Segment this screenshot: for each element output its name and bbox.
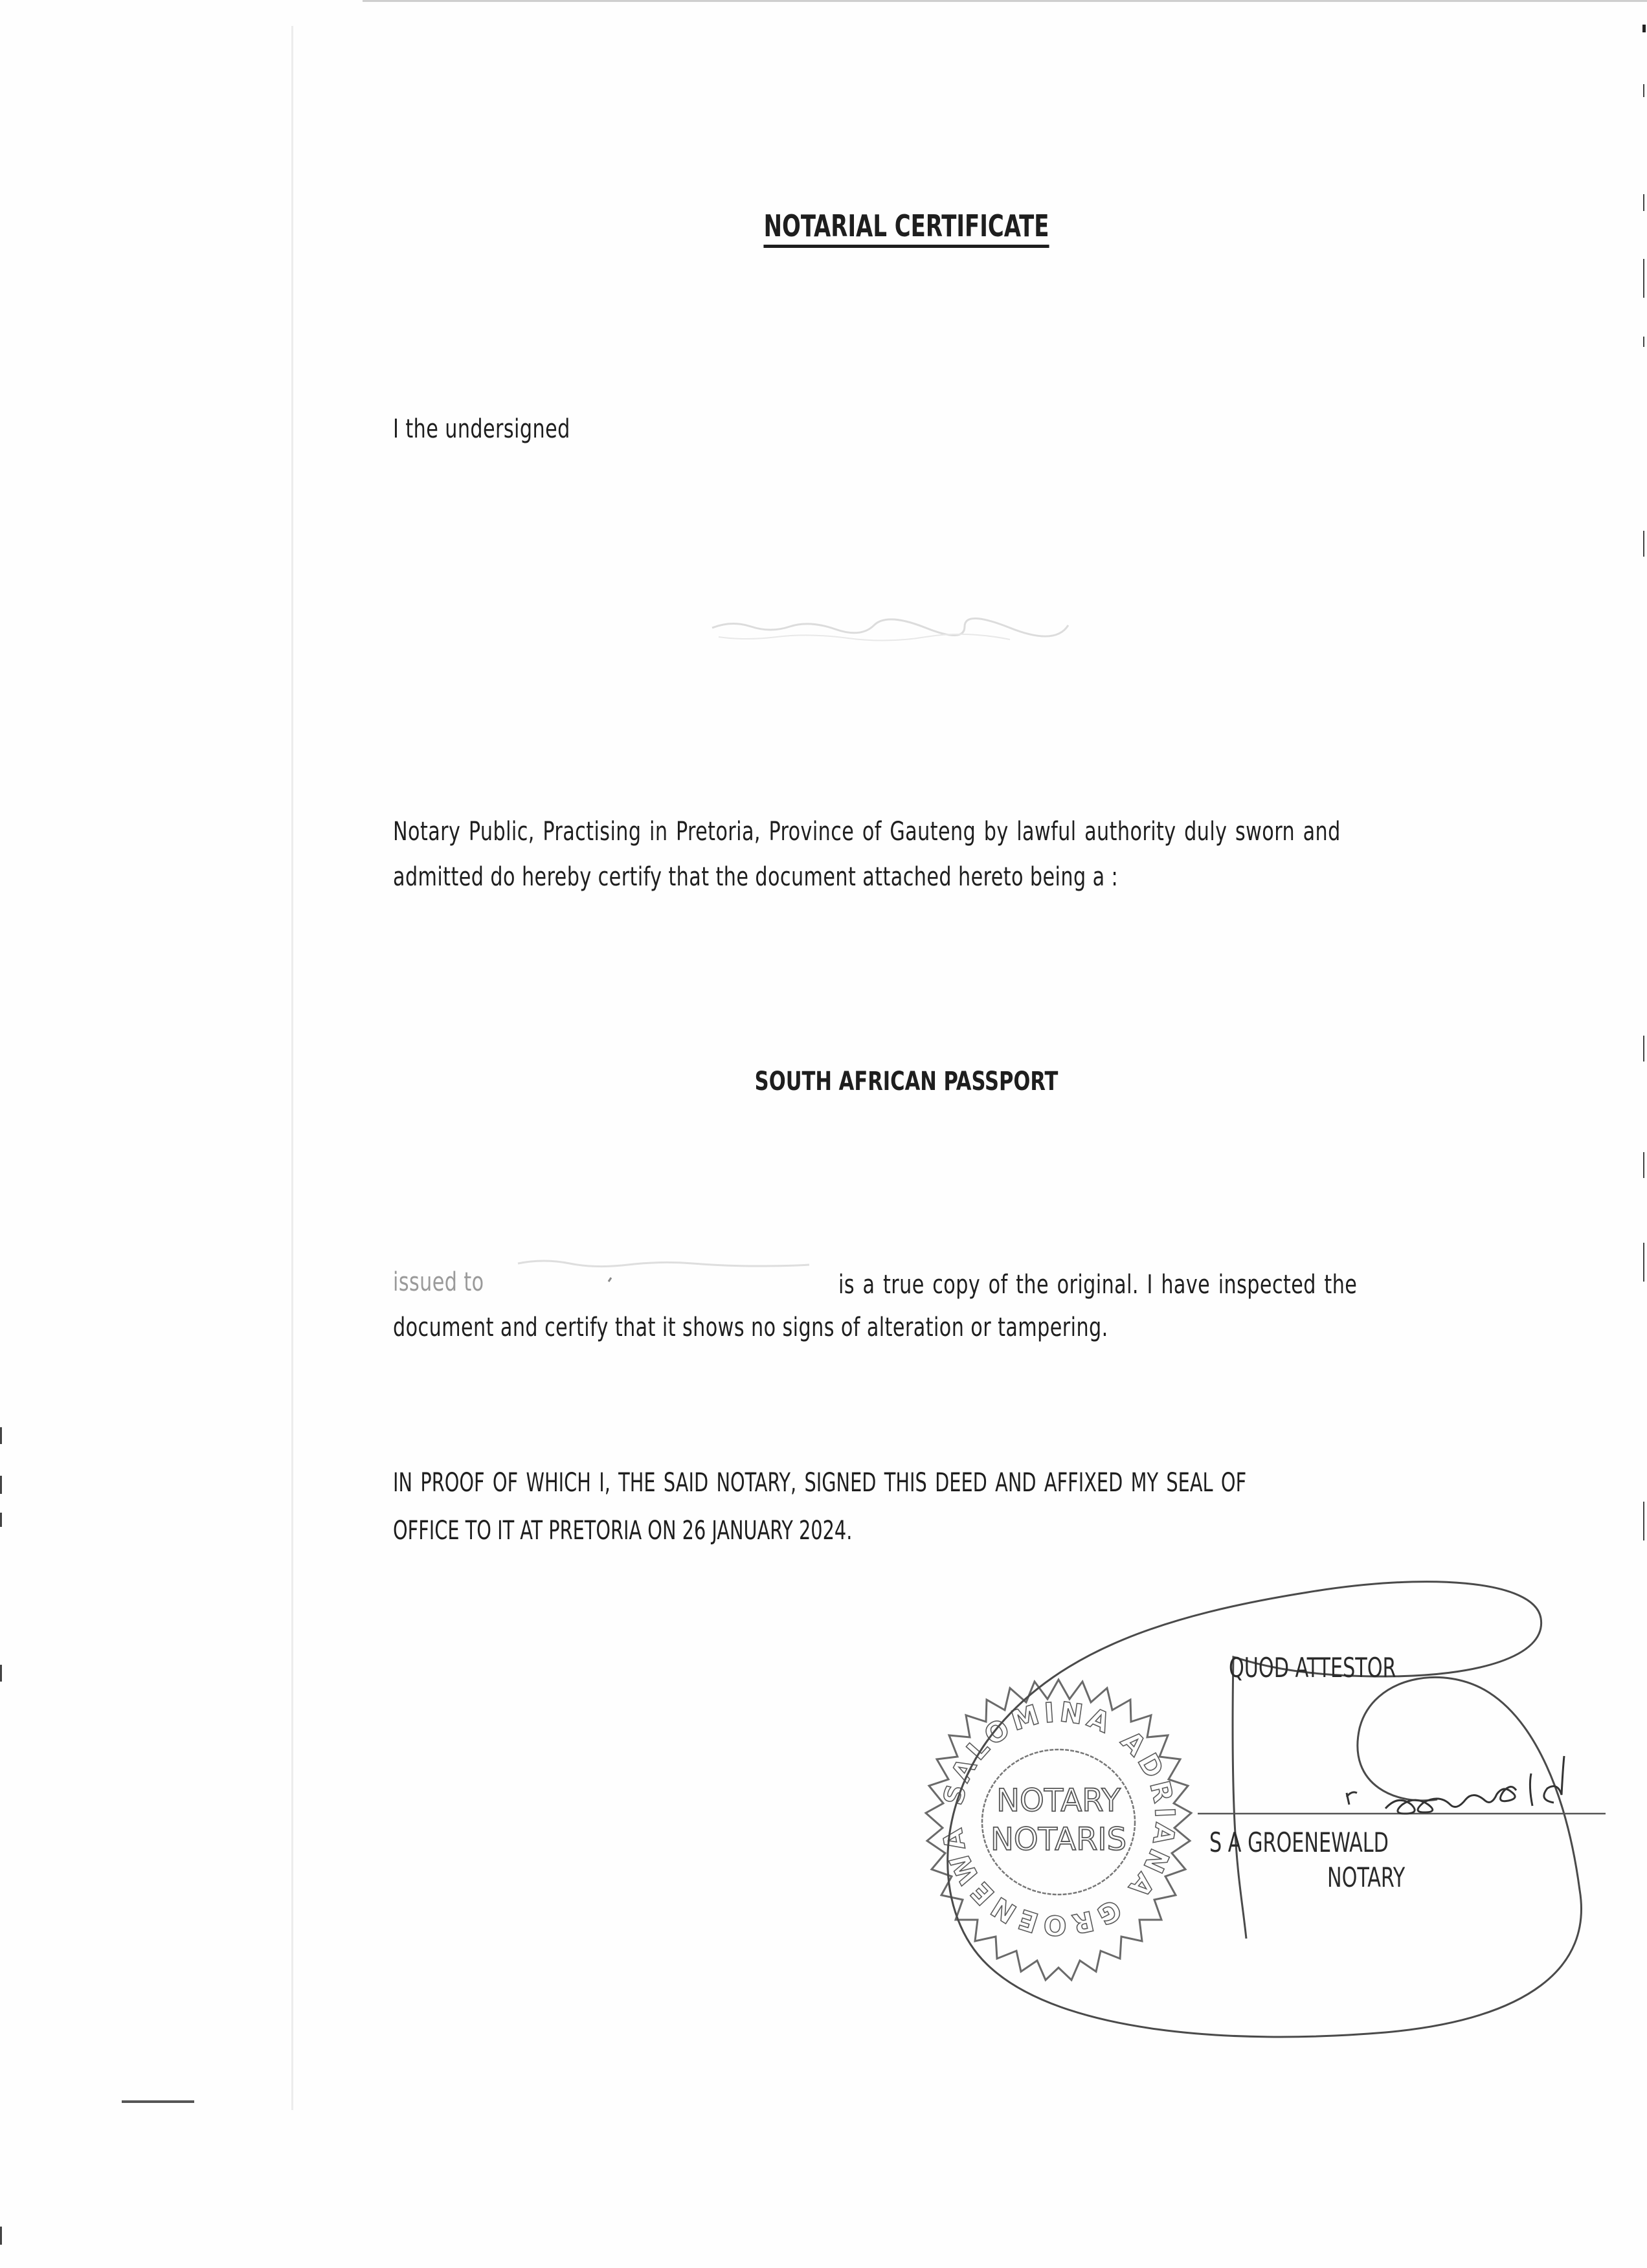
scan-artifact-right-mark — [1643, 1152, 1644, 1178]
paragraph1-line2: admitted do hereby certify that the document attached hereto being a : — [393, 862, 1119, 892]
attestation-line1 — [393, 1468, 1246, 1498]
page-title — [163, 208, 1647, 243]
seal-outer-text: SALOMINA ADRIANA GROENEWALD — [880, 1593, 1182, 1942]
scan-artifact-top-edge — [363, 0, 1647, 2]
attestation-line1-text: IN PROOF OF WHICH I, THE SAID NOTARY, SIGNED THIS DEED AND AFFIXED MY SEAL OF — [393, 1468, 1247, 1498]
opening-line — [393, 414, 570, 444]
paragraph2-line2 — [393, 1313, 1108, 1342]
scan-artifact-left-mark — [0, 1513, 2, 1527]
scan-artifact-right-mark — [1643, 531, 1644, 557]
scan-artifact-vertical-line — [291, 26, 293, 2110]
quod-attestor-label — [1229, 1652, 1396, 1684]
attestation-line2 — [393, 1516, 852, 1546]
title-text: NOTARIAL CERTIFICATE — [764, 208, 1049, 248]
signatory-name-text: S A GROENEWALD — [1209, 1827, 1389, 1858]
scan-artifact-left-mark — [0, 1476, 2, 1494]
redacted-holder-name — [511, 1256, 835, 1288]
scan-artifact-right-mark — [1643, 1502, 1644, 1540]
quod-attestor-text: QUOD ATTESTOR — [1229, 1652, 1396, 1684]
seal-inner-line1: NOTARY — [996, 1783, 1121, 1819]
redaction-smudge-icon — [511, 1256, 835, 1295]
scan-artifact-right-mark — [1643, 259, 1644, 298]
redaction-smudge-icon — [706, 608, 1107, 647]
scan-artifact-right-mark — [1643, 1036, 1644, 1062]
paragraph-notary-line1 — [393, 817, 1415, 847]
scan-artifact-right-mark — [1643, 1243, 1644, 1282]
paragraph-notary-line2 — [393, 862, 1118, 892]
paragraph2-line1-suffix — [838, 1270, 1357, 1300]
redacted-notary-name — [706, 608, 1094, 641]
paragraph2-line2-text: document and certify that it shows no signs of alteration or tampering. — [393, 1313, 1108, 1342]
scan-artifact-left-mark — [0, 2227, 2, 2245]
scan-artifact-right-mark — [1643, 84, 1644, 97]
scan-artifact-bottom-left-dash — [122, 2100, 194, 2103]
scan-artifact-right-mark — [1643, 337, 1644, 347]
scan-artifact-right-mark — [1642, 25, 1646, 32]
signatory-role-text: NOTARY — [1327, 1862, 1406, 1893]
issued-to-label: issued to — [393, 1267, 484, 1297]
issued-to-prefix — [393, 1267, 484, 1297]
seal-inner-line2: NOTARIS — [990, 1821, 1127, 1858]
signatory-name — [1209, 1827, 1389, 1858]
scan-artifact-left-mark — [0, 1427, 2, 1444]
paragraph2-suffix: is a true copy of the original. I have inspected the — [838, 1270, 1358, 1300]
document-type-text: SOUTH AFRICAN PASSPORT — [754, 1067, 1059, 1096]
attestation-line2-text: OFFICE TO IT AT PRETORIA ON 26 JANUARY 2024. — [393, 1516, 853, 1546]
opening-text: I the undersigned — [393, 414, 570, 444]
signatory-role — [1327, 1862, 1405, 1893]
document-type-heading — [686, 1067, 1126, 1096]
scan-artifact-left-mark — [0, 1665, 2, 1682]
paragraph1-line1: Notary Public, Practising in Pretoria, Province of Gauteng by lawful authority duly sworn and — [393, 817, 1341, 847]
signature-stroke — [893, 1579, 1606, 2045]
